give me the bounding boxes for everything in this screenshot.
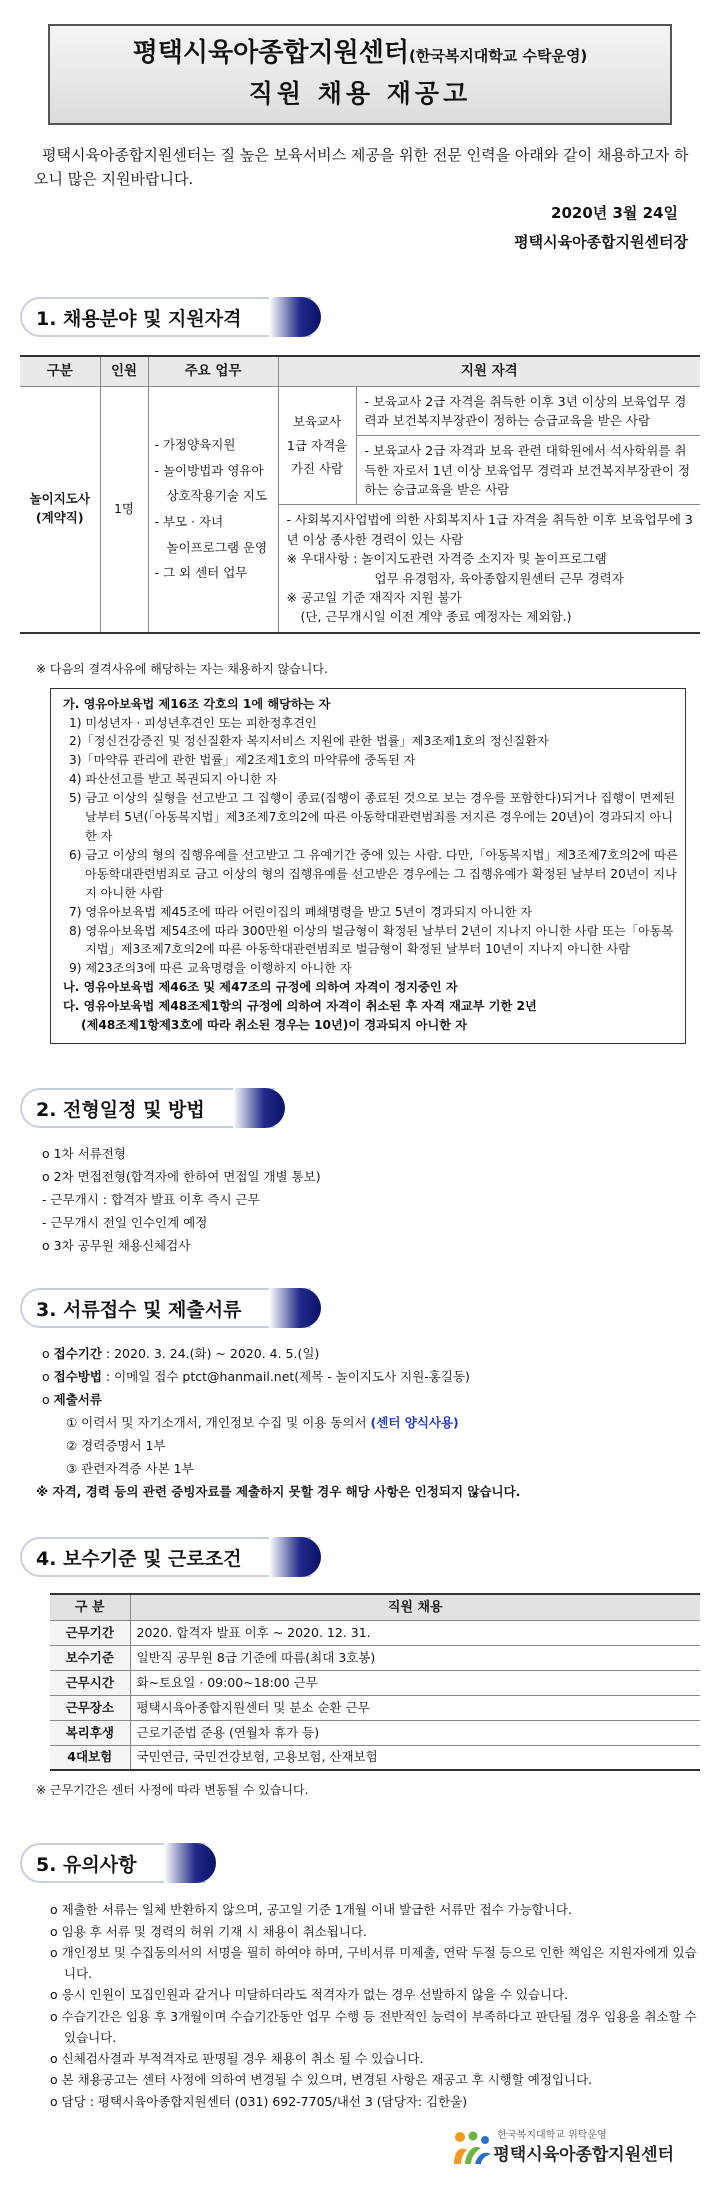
section-5-heading: [20, 1843, 700, 1883]
section-2-title: 2. 전형일정 및 방법: [20, 1088, 275, 1128]
section-4-heading: [20, 1537, 700, 1577]
list-item: o 접수방법 : 이메일 접수 ptct@hanmail.net(제목 - 놀이지도사 지원-홍길동): [42, 1368, 470, 1384]
list-item: 3)「마약류 관리에 관한 법률」제2조제1호의 마약류에 중독된 자: [69, 753, 416, 768]
disq-na: 나. 영유아보육법 제46조 및 제47조의 규정에 의하여 자격이 정지중인 자: [63, 980, 458, 995]
disqualification-note: ※ 다음의 결격사유에 해당하는 자는 채용하지 않습니다.: [36, 661, 328, 676]
count-cell: 1명: [100, 386, 148, 633]
list-item: o 1차 서류전형: [42, 1145, 126, 1161]
list-item: o 본 채용공고는 센터 사정에 의하여 변경될 수 있으며, 변경된 사항은 재공고 후 시행할 예정입니다.: [50, 2072, 593, 2088]
list-item: 4) 파산선고를 받고 복권되지 아니한 자: [69, 772, 278, 787]
child-figures-logo-icon: [451, 2128, 493, 2168]
list-item: - 근무개시 전일 인수인계 예정: [42, 1215, 208, 1231]
section-2-heading: [20, 1088, 700, 1128]
title-box: [48, 24, 672, 125]
list-item: o 제출한 서류는 일체 반환하지 않으며, 공고일 기준 1개월 이내 발급한 서류만 접수 가능합니다.: [50, 1902, 572, 1918]
conditions-table: [50, 1593, 700, 1771]
page-subtitle: 직원 채용 재공고: [248, 79, 472, 108]
notes-list: [50, 1899, 700, 2112]
table-header-row: [20, 356, 700, 386]
qualification-table: [20, 355, 700, 634]
list-item: o 수습기간은 임용 후 3개월이며 수습기간동안 업무 수행 등 전반적인 능력이 부족하다고 판단될 경우 임용을 취소할 수 있습니다.: [50, 2008, 697, 2045]
list-item: 7) 영유아보육법 제45조에 따라 어린이집의 폐쇄명령을 받고 5년이 경과되지 아니한 자: [69, 904, 533, 919]
table-header-row: [50, 1594, 700, 1620]
disq-da-cont: (제48조제1항제3호에 따라 취소된 경우는 10년)이 경과되지 아니한 자: [81, 1018, 468, 1033]
list-item: ③ 관련자격증 사본 1부: [66, 1461, 194, 1477]
section-3-title: 3. 서류접수 및 제출서류: [20, 1288, 311, 1328]
list-item: ① 이력서 및 자기소개서, 개인정보 수집 및 이용 동의서 (센터 양식사용): [66, 1414, 459, 1430]
list-item: o 제출서류: [42, 1391, 102, 1407]
intro-text: 평택시육아종합지원센터는 질 높은 보육서비스 제공을 위한 전문 인력을 아래와 같이 채용하고자 하오니 많은 지원바랍니다.: [34, 145, 689, 189]
list-item: 9) 제23조의3에 따른 교육명령을 이행하지 아니한 자: [69, 961, 352, 976]
disqualification-box: [50, 688, 686, 1044]
submission-warning: ※ 자격, 경력 등의 관련 증빙자료를 제출하지 못할 경우 해당 사항은 인정되지 않습니다.: [36, 1484, 521, 1500]
page-title: 평택시육아종합지원센터: [132, 38, 409, 68]
submission-list: [36, 1342, 700, 1504]
col-header-duties: 주요 업무: [148, 356, 278, 386]
qual-extra-cell: - 사회복지사업법에 의한 사회복지사 1급 자격을 취득한 이후 보육업무에 3년 이상 종사한 경력이 있는 사람 ※ 우대사항 : 놀이지도관련 자격증 소지자 및 놀이프로그램 업무 유경험자, 육아종합지원센터 근무 경력자 ※ 공고일 기준 재직자 지원 불가 (단, 근무개시일 이전 계약 종료 예정자는 제외함.): [278, 505, 700, 633]
list-item: o 응시 인원이 모집인원과 같거나 미달하더라도 적격자가 없는 경우 선발하지 않을 수 있습니다.: [50, 1987, 569, 2003]
qual-b-cell: - 보육교사 2급 자격과 보육 관련 대학원에서 석사학위를 취득한 자로서 1년 이상 보육업무 경력과 보건복지부장관이 정하는 승급교육을 받은 사람: [356, 436, 700, 505]
list-item: o 2차 면접전형(합격자에 한하여 면접일 개별 통보): [42, 1169, 321, 1185]
list-item: 6) 금고 이상의 형의 집행유예를 선고받고 그 유예기간 중에 있는 사람. 다만,「아동복지법」제3조제7호의2에 따른 아동학대관련범죄로 금고 이상의 형의 집행유예를 선고받은 경우에는 그 집행유예가 확정된 날부터 20년이 지나지 아니한 사람: [69, 847, 678, 900]
qual-a-cell: - 보육교사 2급 자격을 취득한 이후 3년 이상의 보육업무 경력과 보건복지부장관이 정하는 승급교육을 받은 사람: [356, 386, 700, 436]
section-4-title: 4. 보수기준 및 근로조건: [20, 1537, 311, 1577]
list-item: 5) 금고 이상의 실형을 선고받고 그 집행이 종료(집행이 종료된 것으로 보는 경우를 포함한다)되거나 집행이 면제된 날부터 5년(「아동복지법」제3조제7호의2에 따른 아동학대관련범죄를 저지른 경우에는 20년)이 경과되지 아니한 자: [69, 791, 676, 843]
notice-org: 평택시육아종합지원센터장: [514, 232, 688, 251]
list-item: o 개인정보 및 수집동의서의 서명을 필히 하여야 하며, 구비서류 미제출, 연락 두절 등으로 인한 책임은 지원자에게 있습니다.: [50, 1944, 697, 1982]
logo-caption: 한국복지대학교 위탁운영: [497, 2129, 607, 2141]
disq-ga: 가. 영유아보육법 제16조 각호의 1에 해당하는 자: [63, 696, 331, 711]
list-item: 1) 미성년자 · 피성년후견인 또는 피한정후견인: [69, 715, 317, 730]
disq-da: 다. 영유아보육법 제48조제1항의 규정에 의하여 자격이 취소된 후 자격 재교부 기한 2년: [63, 999, 537, 1014]
list-item: o 담당 : 평택시육아종합지원센터 (031) 692-7705/내선 3 (담당자: 김한울): [50, 2093, 468, 2109]
conditions-note: ※ 근무기간은 센터 사정에 따라 변동될 수 있습니다.: [36, 1783, 309, 1798]
list-item: o 임용 후 서류 및 경력의 허위 기재 시 채용이 취소됩니다.: [50, 1923, 368, 1939]
center-logo: [424, 2128, 674, 2169]
col-header-type: 구분: [20, 356, 100, 386]
list-item: ② 경력증명서 1부: [66, 1438, 166, 1454]
section-1-title: 1. 채용분야 및 지원자격: [20, 297, 311, 337]
field-cell: 놀이지도사 (계약직): [20, 386, 100, 633]
col-header-position: 직원 채용: [130, 1594, 700, 1620]
table-row: 근무시간 화~토요일 · 09:00~18:00 근무: [50, 1670, 700, 1695]
table-row: 4대보험 국민연금, 국민건강보험, 고용보험, 산재보험: [50, 1745, 700, 1770]
table-row: [20, 386, 700, 436]
list-item: 8) 영유아보육법 제54조에 따라 300만원 이상의 벌금형이 확정된 날부터 2년이 지나지 아니한 사람 또는「아동복지법」제3조제7호의2에 따른 아동학대관련범죄로 벌금형이 확정된 날부터 10년이 지나지 아니한 사람: [69, 923, 674, 957]
col-header-category: 구 분: [50, 1594, 130, 1620]
section-3-heading: [20, 1288, 700, 1328]
duties-cell: - 가정양육지원 - 놀이방법과 영유아 상호작용기술 지도 - 부모 · 자녀 놀이프로그램 운영 - 그 외 센터 업무: [148, 386, 278, 633]
list-item: o 접수기간 : 2020. 3. 24.(화) ~ 2020. 4. 5.(일): [42, 1345, 320, 1361]
qual-label-cell: 보육교사 1급 자격을 가진 사람: [278, 386, 356, 505]
list-item: o 신체검사결과 부적격자로 판명될 경우 채용이 취소 될 수 있습니다.: [50, 2051, 424, 2067]
table-row: 복리후생 근로기준법 준용 (연월차 휴가 등): [50, 1720, 700, 1745]
schedule-list: [42, 1142, 700, 1258]
notice-date: 2020년 3월 24일: [551, 204, 678, 222]
table-row: 근무기간 2020. 합격자 발표 이후 ~ 2020. 12. 31.: [50, 1620, 700, 1645]
title-note: (한국복지대학교 수탁운영): [408, 47, 588, 65]
logo-name: 평택시육아종합지원센터: [493, 2144, 674, 2165]
list-item: 2)「정신건강증진 및 정신질환자 복지서비스 지원에 관한 법률」제3조제1호의 정신질환자: [69, 734, 549, 749]
section-5-title: 5. 유의사항: [20, 1843, 206, 1883]
table-row: 보수기준 일반직 공무원 8급 기준에 따름(최대 3호봉): [50, 1645, 700, 1670]
col-header-count: 인원: [100, 356, 148, 386]
section-1-heading: [20, 297, 700, 337]
col-header-qualification: 지원 자격: [278, 356, 700, 386]
table-row: 근무장소 평택시육아종합지원센터 및 분소 순환 근무: [50, 1695, 700, 1720]
list-item: - 근무개시 : 합격자 발표 이후 즉시 근무: [42, 1192, 260, 1208]
list-item: o 3차 공무원 채용신체검사: [42, 1238, 191, 1254]
